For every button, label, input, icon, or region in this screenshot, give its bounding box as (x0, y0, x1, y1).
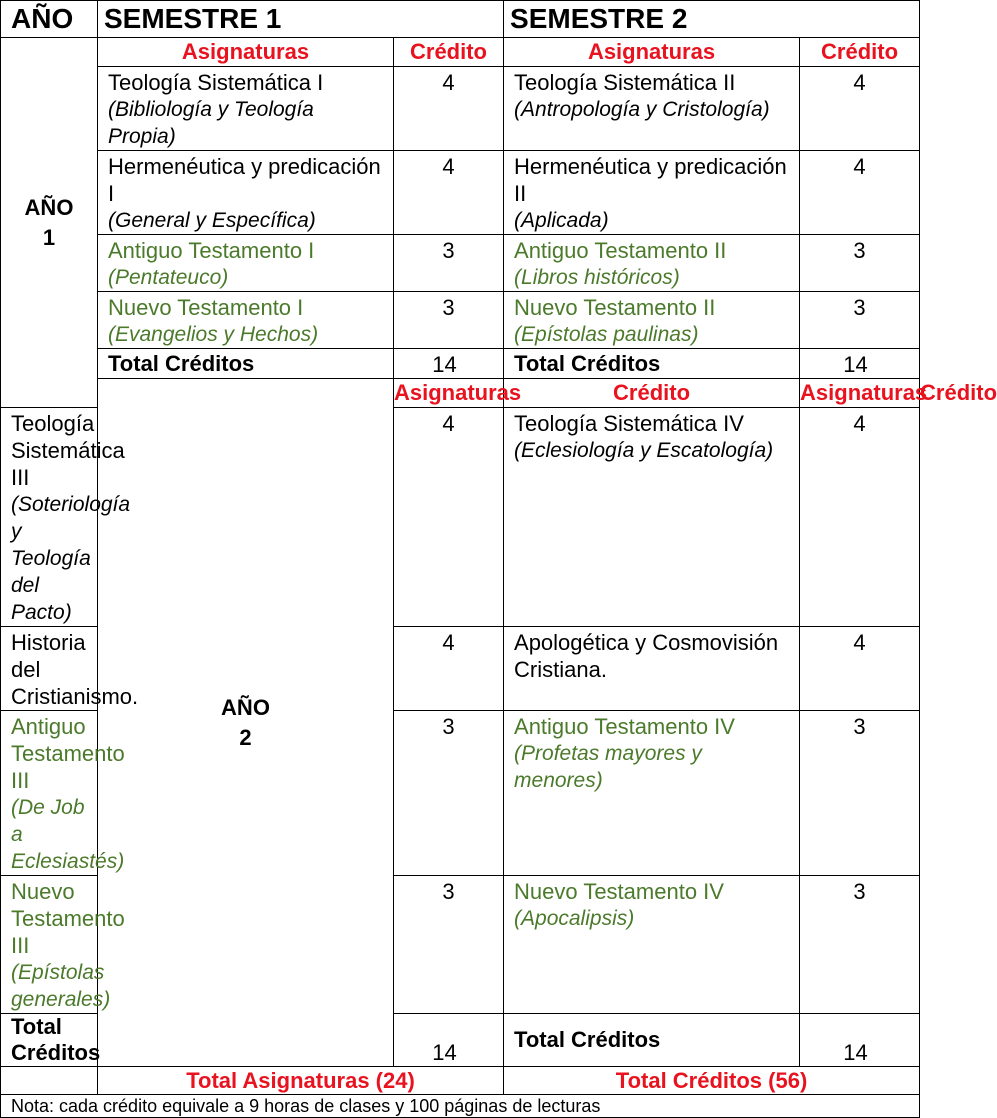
subject-row (1, 292, 920, 349)
header-row (1, 1, 920, 38)
year-label-number: 1 (42, 224, 56, 250)
subject-cell (98, 292, 394, 349)
year-label (1, 38, 98, 408)
subject-credit: 4 (800, 151, 920, 235)
subject-credit: 4 (394, 67, 504, 151)
subject-detail: (Antropología y Cristología) (514, 98, 770, 121)
year-label-number: 2 (239, 724, 252, 750)
total-credits-label: Total Créditos (1, 1014, 98, 1067)
subject-credit: 4 (394, 627, 504, 711)
credit-note: Nota: cada crédito equivale a 9 horas de clases y 100 páginas de lecturas (1, 1095, 920, 1118)
subject-credit: 3 (394, 876, 504, 1014)
semester-1-header: SEMESTRE 1 (98, 1, 504, 38)
subject-credit: 4 (394, 151, 504, 235)
subject-cell (504, 235, 800, 292)
total-credits-label: Total Créditos (504, 1014, 800, 1067)
subject-cell (98, 67, 394, 151)
subject-name: Nuevo Testamento I (108, 295, 304, 320)
subject-detail: (Soteriología y Teología del Pacto) (11, 493, 131, 624)
subject-credit: 3 (394, 292, 504, 349)
year-label (98, 379, 394, 1067)
subjects-header: Asignaturas (98, 38, 394, 67)
subject-name: Antiguo Testamento IV (514, 714, 735, 739)
subject-row (1, 235, 920, 292)
subject-cell (504, 876, 800, 1014)
subject-detail: (Profetas mayores y menores) (514, 742, 702, 792)
total-credits-value: 14 (394, 349, 504, 379)
total-credits-label: Total Créditos (504, 349, 800, 379)
subject-name: Antiguo Testamento III (11, 714, 125, 793)
subject-name: Teología Sistemática IV (514, 411, 744, 436)
subject-name: Nuevo Testamento III (11, 879, 125, 958)
credit-header: Crédito (800, 38, 920, 67)
subject-detail: (Pentateuco) (108, 266, 229, 289)
subject-row (1, 151, 920, 235)
subjects-header: Asignaturas (504, 38, 800, 67)
subject-cell (504, 711, 800, 876)
credit-header: Crédito (394, 38, 504, 67)
subject-detail: (Libros históricos) (514, 266, 680, 289)
column-subheader-row (1, 38, 920, 67)
subject-name: Apologética y Cosmovisión Cristiana. (514, 630, 779, 682)
total-credits-value: 14 (800, 349, 920, 379)
subject-cell (1, 408, 131, 627)
year-label-word: AÑO (24, 194, 74, 220)
subject-cell (98, 235, 394, 292)
subject-credit: 4 (800, 627, 920, 711)
subject-name: Antiguo Testamento II (514, 238, 727, 263)
subject-cell (1, 711, 125, 876)
subject-credit: 3 (800, 235, 920, 292)
total-subjects: Total Asignaturas (24) (98, 1067, 504, 1095)
subject-name: Teología Sistemática II (514, 70, 736, 95)
subject-detail: (Epístolas generales) (11, 961, 111, 1011)
subject-detail: (Eclesiología y Escatología) (514, 439, 774, 462)
subject-credit: 4 (800, 67, 920, 151)
grand-total-spacer (1, 1067, 98, 1095)
subject-row (1, 67, 920, 151)
subject-credit: 3 (394, 711, 504, 876)
subject-cell (1, 876, 125, 1014)
subject-detail: (Apocalipsis) (514, 907, 635, 930)
total-credits: Total Créditos (56) (504, 1067, 920, 1095)
subject-cell (504, 627, 800, 711)
subject-cell (504, 151, 800, 235)
year-label-word: AÑO (221, 694, 270, 720)
subject-detail: (Aplicada) (514, 209, 609, 232)
column-subheader-row: AÑO 2 Asignaturas Crédito Asignaturas Crédito (1, 379, 920, 408)
total-credits-row (1, 349, 920, 379)
note-row (1, 1095, 920, 1118)
subject-cell (98, 151, 394, 235)
total-credits-value: 14 (394, 1014, 504, 1067)
subject-credit: 4 (800, 408, 920, 627)
subject-credit: 3 (800, 292, 920, 349)
subject-credit: 3 (394, 235, 504, 292)
subject-cell (504, 408, 800, 627)
subject-credit: 3 (800, 711, 920, 876)
year-column-header: AÑO (1, 1, 98, 38)
subject-cell (504, 67, 800, 151)
subject-name: Antiguo Testamento I (108, 238, 315, 263)
subject-name: Hermenéutica y predicación I (108, 154, 381, 206)
subject-name: Nuevo Testamento IV (514, 879, 724, 904)
grand-total-row (1, 1067, 920, 1095)
credit-header: Crédito (504, 379, 800, 408)
subject-name: Nuevo Testamento II (514, 295, 716, 320)
total-credits-value: 14 (800, 1014, 920, 1067)
subject-name: Teología Sistemática III (11, 411, 125, 490)
subject-detail: (Bibliología y Teología Propia) (108, 98, 314, 148)
subject-detail: (Epístolas paulinas) (514, 323, 699, 346)
subject-credit: 4 (394, 408, 504, 627)
subject-name: Teología Sistemática I (108, 70, 324, 95)
subject-detail: (General y Específica) (108, 209, 316, 232)
subject-name: Historia del Cristianismo. (11, 630, 139, 709)
total-credits-label: Total Créditos (98, 349, 394, 379)
subject-cell (504, 292, 800, 349)
subject-credit: 3 (800, 876, 920, 1014)
semester-2-header: SEMESTRE 2 (504, 1, 920, 38)
subjects-header: Asignaturas (800, 379, 920, 408)
subject-detail: (Evangelios y Hechos) (108, 323, 319, 346)
subject-detail: (De Job a Eclesiastés) (11, 796, 125, 873)
subject-name: Hermenéutica y predicación II (514, 154, 787, 206)
subject-cell (1, 627, 139, 711)
subjects-header: Asignaturas (394, 379, 504, 408)
